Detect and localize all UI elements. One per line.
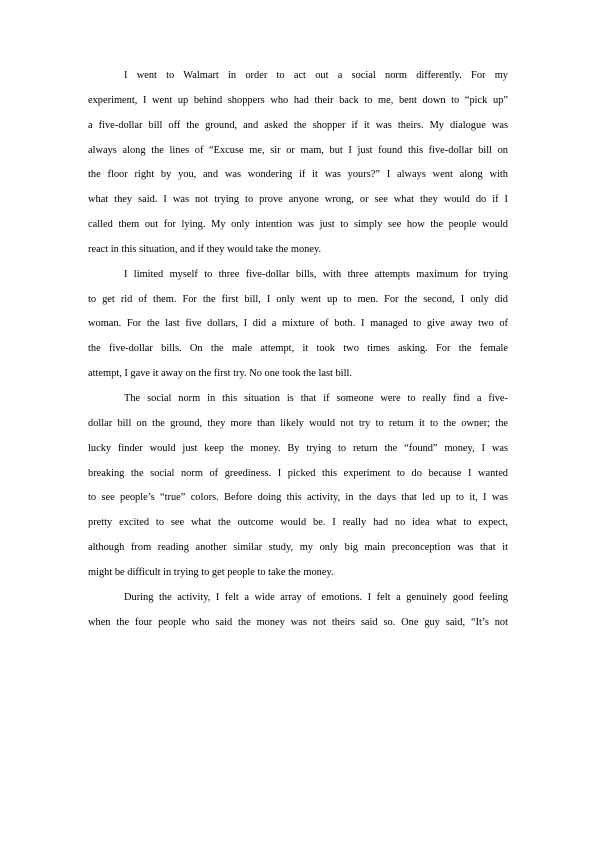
text-line: The social norm in this situation is that if someone were to really find a five- bbox=[124, 392, 508, 404]
text-line: the five-dollar bills. On the male attempt, it took two times asking. For the female bbox=[88, 343, 508, 355]
document-body bbox=[88, 64, 508, 635]
paragraph-1 bbox=[88, 64, 508, 263]
text-line: react in this situation, and if they would take the money. bbox=[88, 243, 322, 255]
text-line: the floor right by you, and was wondering if it was yours?” I always went along with bbox=[88, 169, 508, 181]
text-line: what they said. I was not trying to prove anyone wrong, or see what they would do if I bbox=[88, 194, 508, 206]
text-line: when the four people who said the money was not theirs said so. One guy said, “It’s not bbox=[88, 616, 508, 628]
text-line: I went to Walmart in order to act out a social norm differently. For my bbox=[124, 70, 508, 81]
paragraph-3 bbox=[88, 387, 508, 586]
paragraph-2 bbox=[88, 263, 508, 387]
text-line: dollar bill on the ground, they more than likely would not try to return it to the owner; the bbox=[88, 417, 508, 429]
text-line: lucky finder would just keep the money. By trying to return the “found” money, I was bbox=[88, 442, 508, 454]
text-line: might be difficult in trying to get people to take the money. bbox=[88, 566, 334, 578]
text-line: to see people’s “true” colors. Before doing this activity, in the days that led up to it, I was bbox=[88, 492, 508, 504]
text-line: a five-dollar bill off the ground, and asked the shopper if it was theirs. My dialogue was bbox=[88, 119, 508, 131]
text-line: I limited myself to three five-dollar bills, with three attempts maximum for trying bbox=[124, 268, 508, 280]
text-line: attempt, I gave it away on the first try. No one took the last bill. bbox=[88, 368, 352, 380]
text-line: pretty excited to see what the outcome would be. I really had no idea what to expect, bbox=[88, 517, 508, 529]
paragraph-4 bbox=[88, 586, 508, 636]
text-line: although from reading another similar study, my only big main preconception was that it bbox=[88, 542, 508, 554]
text-line: called them out for lying. My only intention was just to simply see how the people would bbox=[88, 219, 508, 231]
text-line: always along the lines of “Excuse me, sir or mam, but I just found this five-dollar bill on bbox=[88, 144, 508, 156]
text-line: breaking the social norm of greediness. I picked this experiment to do because I wanted bbox=[88, 467, 508, 479]
text-line: to get rid of them. For the first bill, I only went up to men. For the second, I only did bbox=[88, 293, 508, 305]
text-line: woman. For the last five dollars, I did a mixture of both. I managed to give away two of bbox=[88, 318, 508, 330]
text-line: experiment, I went up behind shoppers who had their back to me, bent down to “pick up” bbox=[88, 94, 508, 106]
text-line: During the activity, I felt a wide array of emotions. I felt a genuinely good feeling bbox=[124, 591, 508, 603]
